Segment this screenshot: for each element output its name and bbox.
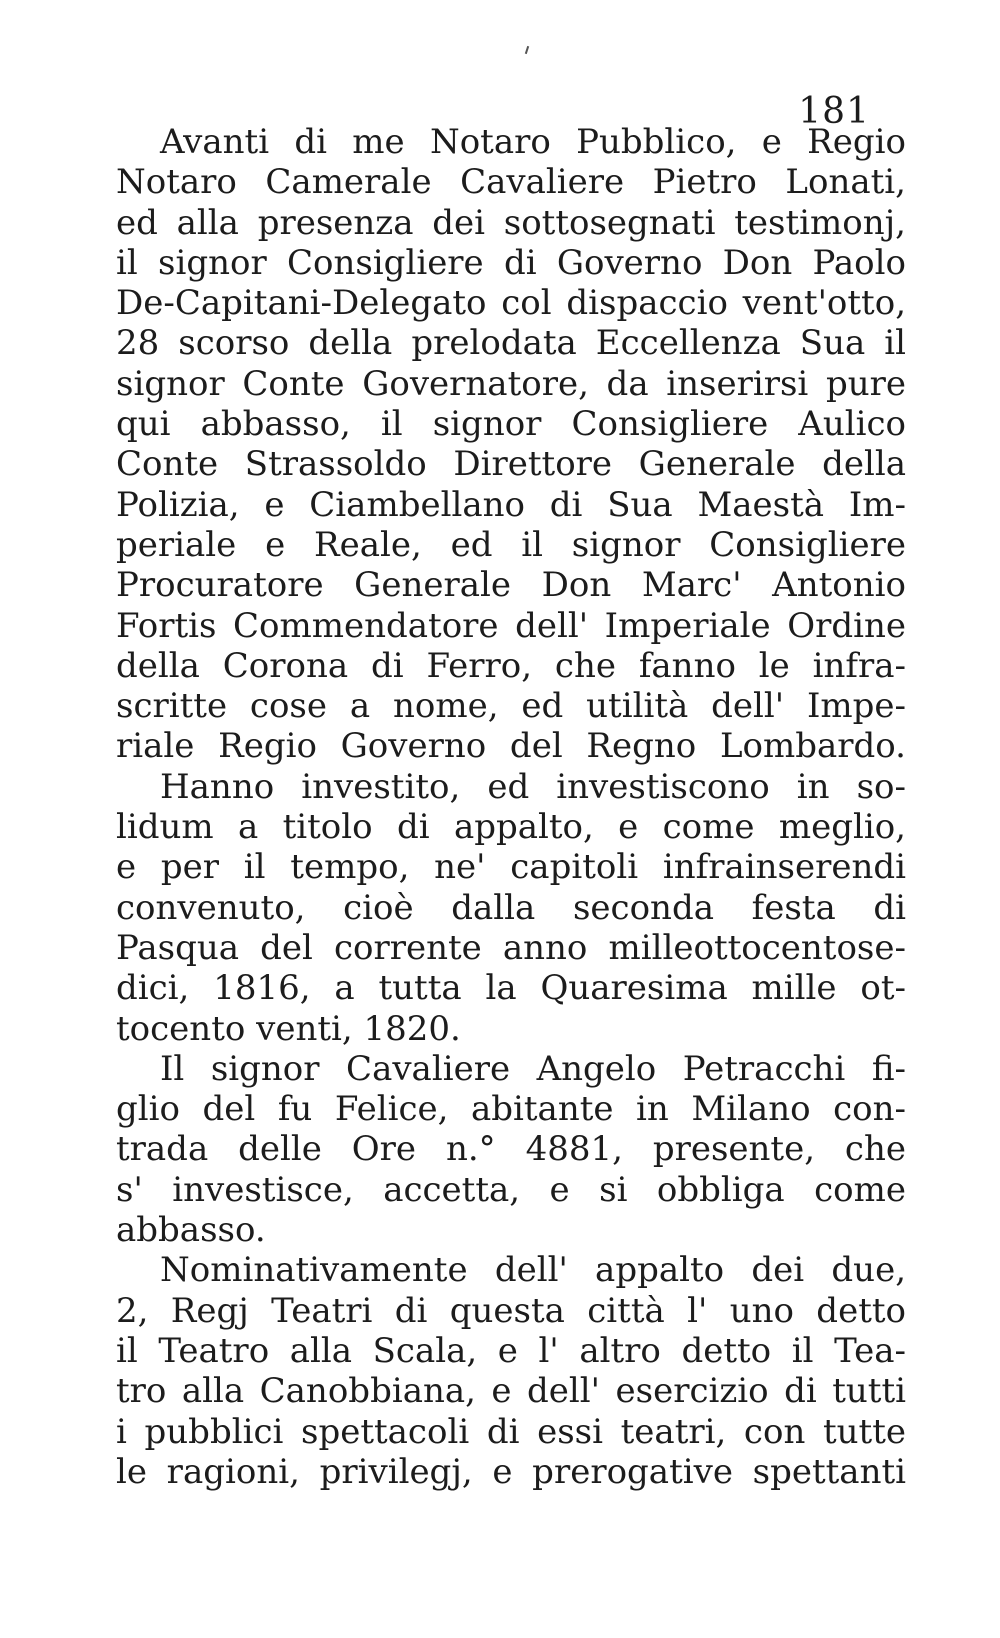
- text-line: periale e Reale, ed il signor Consigliere: [116, 524, 906, 565]
- page-number: 181: [798, 91, 870, 132]
- text-line: abbasso.: [116, 1210, 266, 1251]
- text-line: Procuratore Generale Don Marc' Antonio: [116, 565, 906, 606]
- text-line: lidum a titolo di appalto, e come meglio,: [116, 807, 906, 848]
- text-line: signor Conte Governatore, da inserirsi pure: [116, 363, 906, 404]
- text-line: tro alla Canobbiana, e dell' esercizio di tutti: [116, 1371, 906, 1412]
- text-line: 28 scorso della prelodata Eccellenza Sua il: [116, 323, 906, 364]
- text-line: e per il tempo, ne' capitoli infrainserendi: [116, 847, 906, 888]
- text-line: Fortis Commendatore dell' Imperiale Ordine: [116, 605, 906, 646]
- text-line: convenuto, cioè dalla seconda festa di: [116, 887, 906, 928]
- text-line: trada delle Ore n.° 4881, presente, che: [116, 1129, 906, 1170]
- text-line: qui abbasso, il signor Consigliere Aulico: [116, 404, 906, 445]
- text-line: glio del fu Felice, abitante in Milano con-: [116, 1089, 906, 1130]
- text-line: Hanno investito, ed investiscono in so-: [160, 766, 906, 807]
- text-line: le ragioni, privilegj, e prerogative spettanti: [116, 1451, 906, 1492]
- text-line: il signor Consigliere di Governo Don Paolo: [116, 242, 906, 283]
- body-text: [116, 122, 906, 1492]
- text-line: della Corona di Ferro, che fanno le infra-: [116, 645, 906, 686]
- text-line: 2, Regj Teatri di questa città l' uno detto: [116, 1290, 906, 1331]
- text-line: scritte cose a nome, ed utilità dell' Impe-: [116, 686, 906, 727]
- text-line: dici, 1816, a tutta la Quaresima mille ot-: [116, 968, 906, 1009]
- text-line: i pubblici spettacoli di essi teatri, con tutte: [116, 1411, 906, 1452]
- text-line: Avanti di me Notaro Pubblico, e Regio: [160, 122, 906, 162]
- text-line: s' investisce, accetta, e si obbliga come: [116, 1169, 906, 1210]
- text-line: Pasqua del corrente anno milleottocentose-: [116, 927, 906, 968]
- text-line: riale Regio Governo del Regno Lombardo.: [116, 726, 906, 767]
- ink-speck: [525, 46, 529, 54]
- text-line: Notaro Camerale Cavaliere Pietro Lonati,: [116, 162, 906, 203]
- text-line: Conte Strassoldo Direttore Generale della: [116, 444, 906, 485]
- text-line: De-Capitani-Delegato col dispaccio vent'otto,: [116, 283, 906, 324]
- text-line: Il signor Cavaliere Angelo Petracchi fi-: [160, 1048, 906, 1089]
- text-line: Nominativamente dell' appalto dei due,: [160, 1250, 906, 1291]
- text-line: il Teatro alla Scala, e l' altro detto il Tea-: [116, 1330, 906, 1371]
- text-line: tocento venti, 1820.: [116, 1008, 461, 1049]
- text-line: ed alla presenza dei sottosegnati testimonj,: [116, 202, 906, 243]
- text-line: Polizia, e Ciambellano di Sua Maestà Im-: [116, 484, 906, 525]
